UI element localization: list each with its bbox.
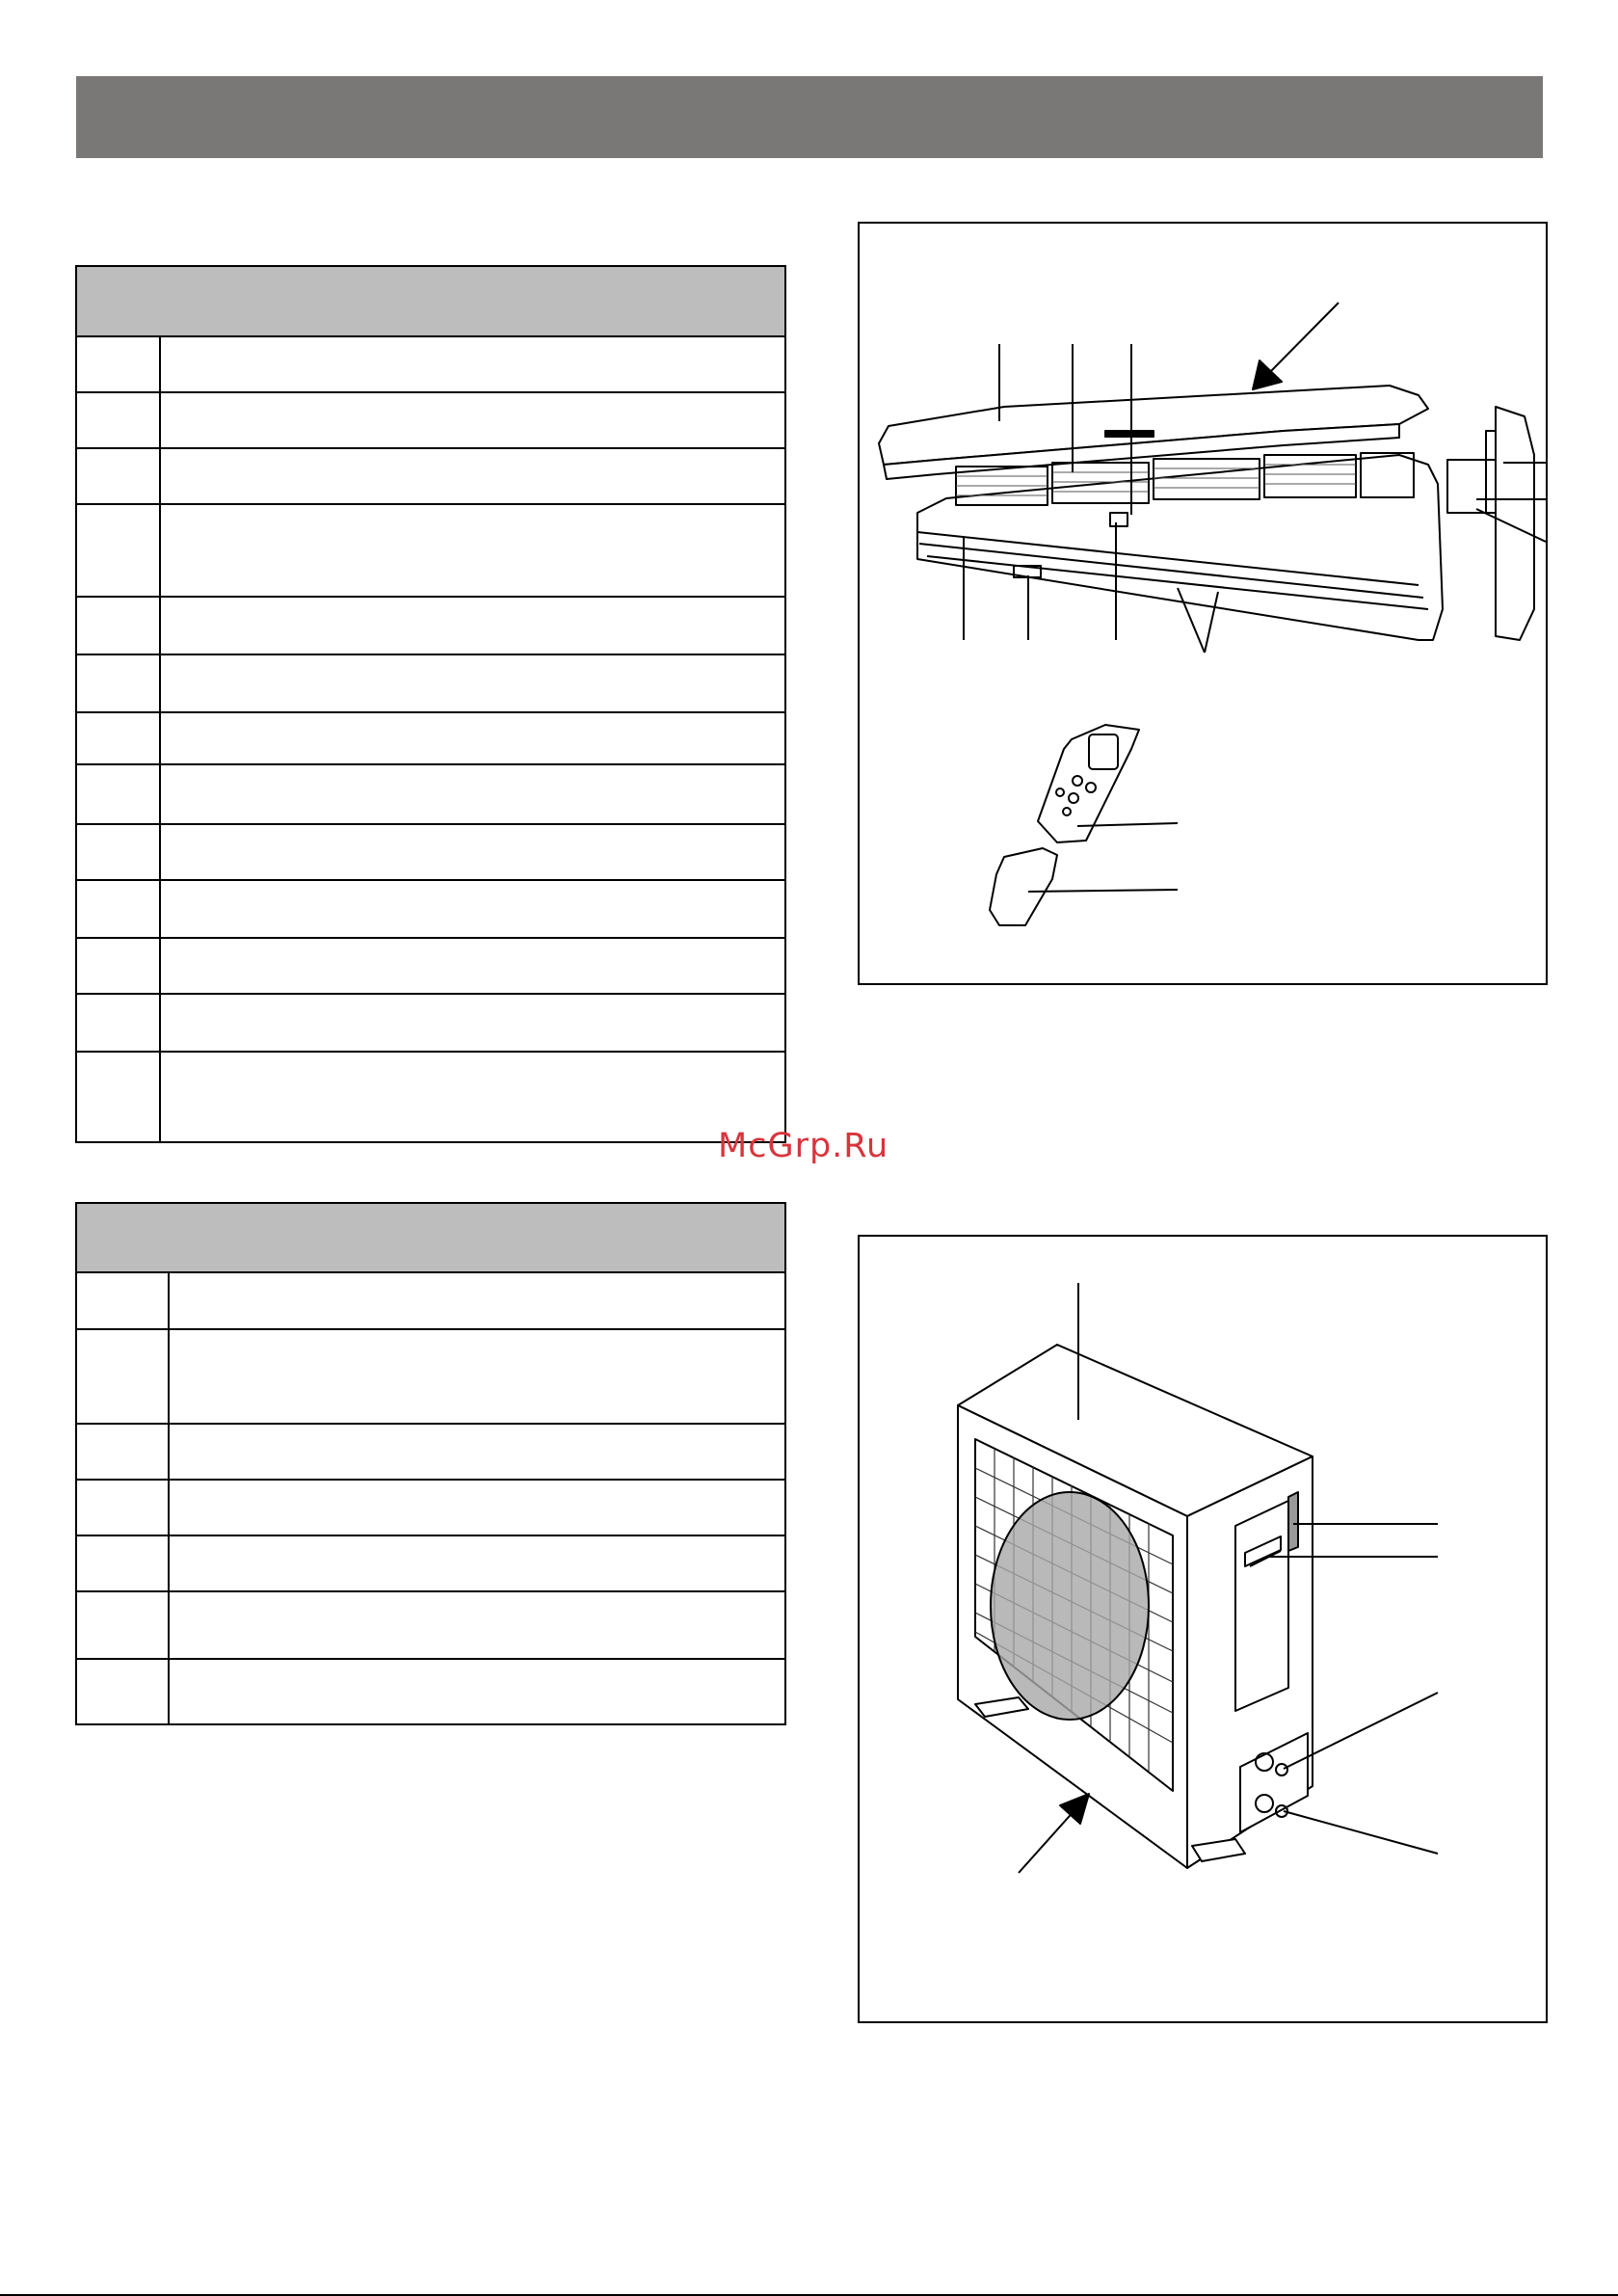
table-row-number [76,824,160,880]
table-row-number [76,504,160,597]
table-row-description [160,654,785,712]
table-row-description [169,1480,785,1535]
table-row-number [76,994,160,1052]
indoor-unit-figure [858,222,1548,985]
section-title-bar [76,76,1543,158]
table-row-description [169,1272,785,1329]
table-row-number [76,1480,169,1535]
table-row-description [160,504,785,597]
table-row-description [160,336,785,392]
table-row-description [169,1329,785,1424]
table-row-number [76,654,160,712]
indoor-parts-table [75,265,786,1143]
remote-control-icon [1038,725,1178,842]
table-row-number [76,448,160,504]
table-row-number [76,1535,169,1591]
table-row-description [160,938,785,994]
table-row-number [76,1591,169,1659]
outdoor-unit-figure [858,1235,1548,2023]
table-row-number [76,1329,169,1424]
table-row-description [169,1535,785,1591]
table-row-description [160,597,785,654]
table-row-description [169,1591,785,1659]
arrow-icon [1019,1794,1089,1873]
watermark-text: McGrp.Ru [718,1127,889,1165]
arrow-icon [1253,303,1339,389]
table-row-description [160,1052,785,1142]
table-row-number [76,938,160,994]
table-row-number [76,1659,169,1724]
table-row-description [169,1659,785,1724]
table-row-number [76,712,160,764]
table-row-number [76,1272,169,1329]
table-row-description [169,1424,785,1480]
outdoor-unit-drawing [860,1237,1546,2021]
indoor-table-header [76,266,785,336]
table-row-description [160,880,785,938]
table-row-description [160,448,785,504]
table-row-description [160,824,785,880]
table-row-description [160,712,785,764]
table-row-description [160,994,785,1052]
outdoor-table-header [76,1203,785,1272]
table-row-number [76,880,160,938]
table-row-description [160,392,785,448]
table-row-number [76,764,160,824]
table-row-description [160,764,785,824]
table-row-number [76,597,160,654]
outdoor-parts-table [75,1202,786,1725]
table-row-number [76,392,160,448]
table-row-number [76,336,160,392]
indoor-unit-drawing [860,224,1546,983]
table-row-number [76,1424,169,1480]
table-row-number [76,1052,160,1142]
battery-cover-icon [990,848,1178,925]
